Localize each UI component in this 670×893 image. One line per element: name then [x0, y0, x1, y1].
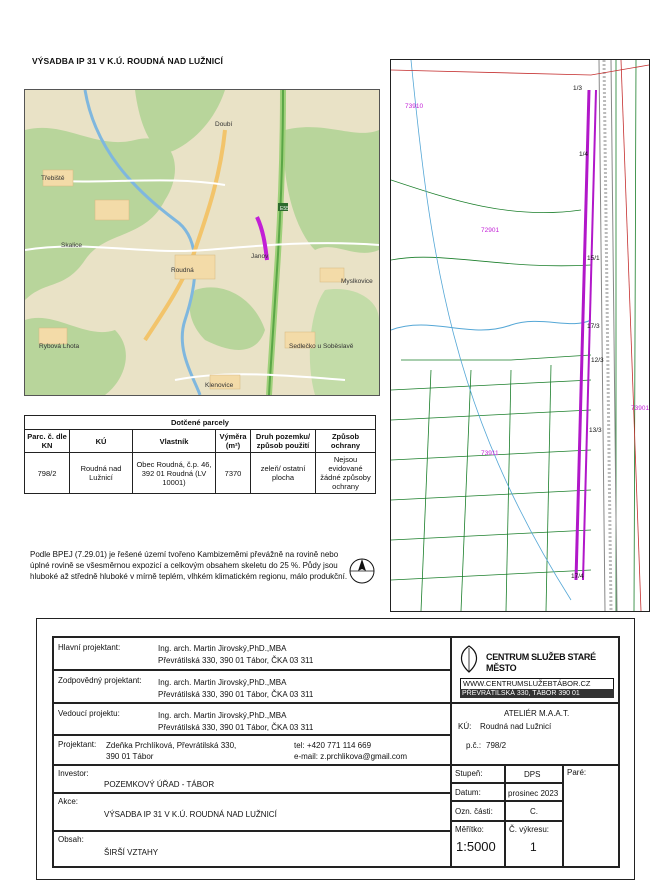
- atelier-block: [451, 703, 619, 765]
- table-cell: Roudná nad Lužnicí: [70, 453, 133, 494]
- parcel-number: 12/3: [591, 357, 604, 364]
- column-header: Druh pozemku/ způsob použití: [251, 430, 316, 453]
- company-logo: [451, 637, 619, 703]
- location-map-graphic: [25, 90, 379, 395]
- location-map: [24, 89, 380, 396]
- pc-label: p.č.:: [466, 741, 482, 750]
- pc-value: 798/2: [486, 741, 507, 750]
- proj-name: Zdeňka Prchlíková, Převrátilská 330,: [106, 741, 237, 750]
- zodp-address: Převrátilská 330, 390 01 Tábor, ČKA 03 311: [158, 690, 314, 699]
- place-label: Skalice: [61, 242, 82, 249]
- table-cell: Obec Roudná, č.p. 46, 392 01 Roudná (LV 10001): [133, 453, 216, 494]
- cadastral-map: [390, 59, 650, 612]
- parcel-number: 1/4: [579, 151, 589, 158]
- row-projektant: [53, 735, 451, 765]
- ku-label: KÚ:: [458, 722, 472, 731]
- row-hlavni: [53, 637, 451, 670]
- parcel-number: 13/3: [589, 427, 602, 434]
- ozn-value-cell: [505, 801, 563, 821]
- table-cell: 798/2: [25, 453, 70, 494]
- row-akce: [53, 793, 451, 831]
- ku-value: Roudná nad Lužnicí: [480, 722, 552, 731]
- ozn-value: C.: [530, 807, 538, 816]
- place-label: Klenovice: [205, 382, 234, 389]
- cadastral-map-graphic: [391, 60, 649, 611]
- parcel-number: 1/3: [573, 85, 583, 92]
- column-header: Parc. č. dle KN: [25, 430, 70, 453]
- cvykresu-label: Č. výkresu:: [509, 825, 550, 834]
- row-obsah: [53, 831, 451, 867]
- stupen-value: DPS: [524, 770, 541, 779]
- proj-label: Projektant:: [58, 740, 97, 749]
- ozn-label: Ozn. části:: [455, 807, 493, 816]
- proj-address: 390 01 Tábor: [106, 752, 154, 761]
- place-label: Doubí: [215, 121, 233, 128]
- datum-label-cell: [451, 783, 505, 801]
- ved-label: Vedoucí projektu:: [58, 709, 120, 718]
- parcel-number: 17/4: [571, 573, 584, 580]
- meritko-cell: [451, 821, 505, 867]
- place-label: Janov: [251, 253, 269, 260]
- ozn-label-cell: [451, 801, 505, 821]
- datum-value: prosinec 2023: [508, 789, 559, 798]
- hlavni-name: Ing. arch. Martin Jirovský,PhD.,MBA: [158, 644, 287, 653]
- column-header: Způsob ochrany: [316, 430, 376, 453]
- parcel-number: 72901: [481, 227, 500, 234]
- road-label: E55: [280, 206, 289, 212]
- table-cell: Nejsou evidované žádné způsoby ochrany: [316, 453, 376, 494]
- meritko-label: Měřítko:: [455, 825, 484, 834]
- column-header: Výměra (m²): [216, 430, 251, 453]
- column-header: KÚ: [70, 430, 133, 453]
- cvykresu-value: 1: [530, 840, 537, 854]
- ved-address: Převrátilská 330, 390 01 Tábor, ČKA 03 311: [158, 723, 314, 732]
- stupen-value-cell: [505, 765, 563, 783]
- akce-value: VÝSADBA IP 31 V K.Ú. ROUDNÁ NAD LUŽNICÍ: [104, 810, 277, 819]
- atelier-name: ATELIÉR M.A.A.T.: [504, 709, 570, 718]
- zodp-label: Zodpovědný projektant:: [58, 676, 142, 685]
- place-label: Rybová Lhota: [39, 343, 80, 350]
- table-cell: zeleň/ ostatní plocha: [251, 453, 316, 494]
- north-arrow-icon: [348, 557, 376, 585]
- stupen-label: Stupeň:: [455, 769, 483, 778]
- logo-address: PŘEVRÁTILSKÁ 330, TÁBOR 390 01: [462, 690, 580, 697]
- hlavni-label: Hlavní projektant:: [58, 643, 121, 652]
- meritko-value: 1:5000: [456, 839, 496, 854]
- parcel-number: 73901: [631, 405, 649, 412]
- investor-label: Investor:: [58, 769, 89, 778]
- obsah-value: ŠIRŠÍ VZTAHY: [104, 848, 159, 857]
- parcel-number: 73911: [481, 450, 499, 457]
- drawing-title: VÝSADBA IP 31 V K.Ú. ROUDNÁ NAD LUŽNICÍ: [32, 56, 223, 66]
- akce-label: Akce:: [58, 797, 79, 806]
- parcel-number: 17/3: [587, 323, 600, 330]
- place-label: Roudná: [171, 267, 194, 274]
- table-row: [25, 453, 376, 494]
- parcel-number: 15/1: [587, 255, 600, 262]
- investor-value: POZEMKOVÝ ÚŘAD - TÁBOR: [104, 780, 215, 789]
- cvykresu-cell: [505, 821, 563, 867]
- proj-phone: tel: +420 771 114 669: [294, 741, 372, 750]
- logo-address-bar: [460, 689, 614, 698]
- parcels-table: [24, 415, 376, 494]
- datum-value-cell: [505, 783, 563, 801]
- logo-url: WWW.CENTRUMSLUŽEBTÁBOR.CZ: [463, 679, 591, 688]
- pare-cell: [563, 765, 619, 867]
- row-vedouci: [53, 703, 451, 735]
- datum-label: Datum:: [455, 788, 481, 797]
- leaf-logo-icon: [456, 644, 482, 674]
- bpej-description: Podle BPEJ (7.29.01) je řešené území tvořeno Kambizeměmi převážně na rovině nebo úplné rovině se všesměrnou expozicí a celkovým obsahem skeletu do 25 %. Půdy jsou hluboké až středně hluboké v mírně teplém, vlhkém klimatickém regionu, málo produkční.: [30, 550, 348, 581]
- table-cell: 7370: [216, 453, 251, 494]
- row-zodpovedny: [53, 670, 451, 703]
- title-block: [52, 636, 620, 868]
- obsah-label: Obsah:: [58, 835, 84, 844]
- logo-text: CENTRUM SLUŽEB STARÉ MĚSTO: [486, 652, 596, 673]
- table-caption: Dotčené parcely: [25, 416, 376, 430]
- place-label: Třebiště: [41, 175, 65, 182]
- zodp-name: Ing. arch. Martin Jirovský,PhD.,MBA: [158, 678, 287, 687]
- column-header: Vlastník: [133, 430, 216, 453]
- row-investor: [53, 765, 451, 793]
- stupen-label-cell: [451, 765, 505, 783]
- parcel-number: 73910: [405, 103, 424, 110]
- hlavni-address: Převrátilská 330, 390 01 Tábor, ČKA 03 311: [158, 656, 314, 665]
- pare-label: Paré:: [567, 768, 587, 777]
- proj-email: e-mail: z.prchlikova@gmail.com: [294, 752, 408, 761]
- place-label: Sedlečko u Soběslavě: [289, 343, 354, 350]
- ved-name: Ing. arch. Martin Jirovský,PhD.,MBA: [158, 711, 287, 720]
- place-label: Myslkovice: [341, 278, 373, 285]
